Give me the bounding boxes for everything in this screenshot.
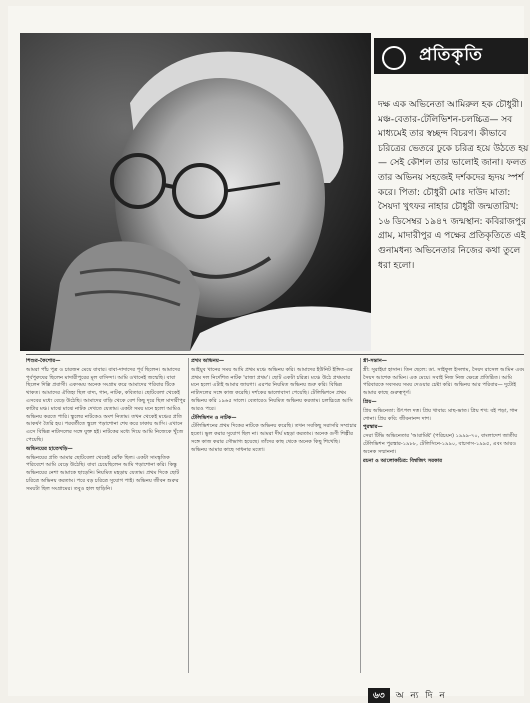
feature-tag-label: প্রতিকৃতি — [419, 45, 483, 65]
column-heading: শিশুর-কৈশোর— — [26, 358, 61, 364]
portrait-illustration — [20, 33, 371, 351]
magazine-page — [8, 6, 529, 701]
column-heading: টেলিভিশন ও নাটক— — [191, 414, 237, 421]
column-paragraph: টেলিভিশনের প্রথম দিকের নাটকে অভিনয় করেছি। তখন সবকিছু সরাসরি সম্প্রচার হতো। ভুল করার সুযোগ ছিল না। আমরা দীর্ঘ মহড়া করতাম। অনেক গুণী শিল্পীর সঙ্গে কাজ করার সৌভাগ্য হয়েছে। তাঁদের কাছ থেকে অনেক কিছু শিখেছি। অভিনয় আমার কাছে সাধনার মতো। — [191, 423, 357, 453]
ornament-icon — [382, 46, 406, 70]
column-paragraph: অভিনয়ের প্রতি আমার ছোটবেলা থেকেই ঝোঁক ছিল। একটা সাংস্কৃতিক পরিবেশে আমি বেড়ে উঠেছি। বাবা চেয়েছিলেন আমি পড়াশোনা করি। কিন্তু অভিনয়ের নেশা আমাকে ছাড়েনি। নিয়মিত মহড়ায় যেতাম। প্রথম দিকে ছোট চরিত্রে অভিনয় করতাম। পরে বড় চরিত্রে সুযোগ পাই। অভিনয় জীবন শুরুর সময়টা ছিল সংগ্রামের। তবুও হাল ছাড়িনি। — [26, 454, 180, 492]
column-heading: পুরস্কার— — [363, 424, 383, 431]
magazine-name: অ ন্য দি ন — [395, 690, 447, 701]
column-heading: অভিনয়ের হাতেখড়ি— — [26, 445, 73, 452]
article-column-3 — [363, 358, 526, 673]
column-paragraph: সেরা টিভি অভিনেতার 'আরামিষ্ট' (পরিচয়ন) ১৯৯৯-৭০, বাংলাদেশ জাতীয় টেলিভিশন পুরস্কার-১৯৮৮, টেলিসিনে-১৯৯০, বাচসাস-১৯৯৫, এবং আরও অনেক সম্মাননা। — [363, 433, 518, 455]
column-paragraph: আমরা পাঁচ পুত্র ও চারজন মেয়ে বাবার। বাবা-দাদাদের পূর্ব ছিলেন। আমাদের পূর্বপুরুষের ছিলেন মাদারীপুরের মূল বাসিন্দা। আমি ওখানেই জন্মেছি। বাবা ছিলেন দিল্লি প্রবাসী। একসময় অনেক সংগ্রাম করে আমাদের পরিবার টিকে থাকত। আমাদের ঐতিহ্য ছিল বাদ্য, গান, নাটক, কবিতার। ছোটবেলা থেকেই এসবের মধ্যে বেড়ে উঠেছি। আমাদের বাড়ি থেকে বেশ কিছু দূরে ছিল মাদারীপুর কাটার মঞ্চ। মাঝে মাঝে নাটক দেখতে যেতাম। একটা সময় মনে হলো আমিও অভিনয় করতে পারি। স্কুলের নাটকেও অংশ নিতাম। তখন থেকেই মঞ্চের প্রতি আকর্ষণ তৈরি হয়। পরবর্তীতে স্কুলে পড়াশোনা শেষ করে ঢাকায় আসি। এখানে এসে বিভিন্ন নাট্যদলের সঙ্গে যুক্ত হই। নাটকের মধ্যে দিয়ে আমি নিজেকে খুঁজে পেয়েছি। — [26, 366, 186, 443]
section-divider — [26, 354, 524, 355]
column-paragraph: স্ত্রী: সুরাইয়া হাসান। তিন ছেলে: ডা. সাইফুল ইসলাম, সৈয়দ রাসেল আমিন এবং সৈয়দ আশেক আমিন। এক মেয়ে। সবাই নিজ নিজ ক্ষেত্রে প্রতিষ্ঠিত। আমি পরিবারকে সবসময় সময় দেওয়ার চেষ্টা করি। অভিনয় আর পরিবার— দুটোই আমার কাছে গুরুত্বপূর্ণ। — [363, 366, 525, 397]
column-paragraph: প্রিয় অভিনেতা: উৎপল দত্ত। প্রিয় খাবার: মাছ-ভাত। প্রিয় শখ: বই পড়া, গান শোনা। প্রিয় কবি: জীবনানন্দ দাশ। — [363, 407, 518, 422]
column-heading: প্রথম অভিনয়— — [191, 358, 225, 364]
column-heading: প্রিয়— — [363, 398, 377, 405]
page-number: ৬৩ — [368, 688, 390, 703]
column-heading: স্ত্রী-সন্তান— — [363, 358, 387, 364]
credit-line: রচনা ও আলোকচিত্র: বিশ্বজিৎ সরকার — [363, 457, 443, 464]
article-column-2 — [191, 358, 357, 673]
column-paragraph: আইয়ুব খানের সময় আমি প্রথম মঞ্চে অভিনয় করি। আমাদের ইউনিট ইঙ্গিত-এর প্রথম দল নির্দেশিত নাটক 'রাজা প্রথম'। ছোট একটা চরিত্র। মঞ্চে উঠে প্রথমবার মনে হলো এটাই আমার জায়গা। এরপর নিয়মিত অভিনয় শুরু করি। বিভিন্ন নাট্যদলের সঙ্গে কাজ করেছি। দর্শকের ভালোবাসা পেয়েছি। টেলিভিশনে প্রথম অভিনয় করি ১৯৬৫ সালে। বেতারেও নিয়মিত অভিনয় করতাম। চলচ্চিত্রে আসি আরও পরে। — [191, 366, 353, 412]
column-divider — [360, 358, 361, 673]
article-column-1 — [26, 358, 186, 673]
feature-tag — [374, 38, 528, 74]
column-divider — [188, 358, 189, 673]
portrait-photo — [20, 33, 371, 351]
intro-paragraph: দক্ষ এক অভিনেতা আমিরুল হক চৌধুরী। মঞ্চ-বেতার-টেলিভিশন-চলচ্চিত্র— সব মাধ্যমেই তার স্বচ্ছন্দ বিচরণ। কীভাবে চরিত্রের ভেতরে ঢুকে চরিত্র হয়ে উঠতে হয়— সেই কৌশল তার ভালোই জানা। ফলত তার অভিনয় সহজেই দর্শকদের হৃদয় স্পর্শ করে। পিতা: চৌধুরী মোঃ দাউদ মাতা: সৈয়দা খুৎফর নাহার চৌধুরী জন্মতারিখ: ১৬ ডিসেম্বর ১৯৪৭ জন্মস্থান: কবিরাজপুর গ্রাম, মাদারীপুর এ পক্ষের প্রতিকৃতিতে এই গুনামধন্য অভিনেতার নিজের কথা তুলে ধরা হলো। — [378, 100, 529, 271]
